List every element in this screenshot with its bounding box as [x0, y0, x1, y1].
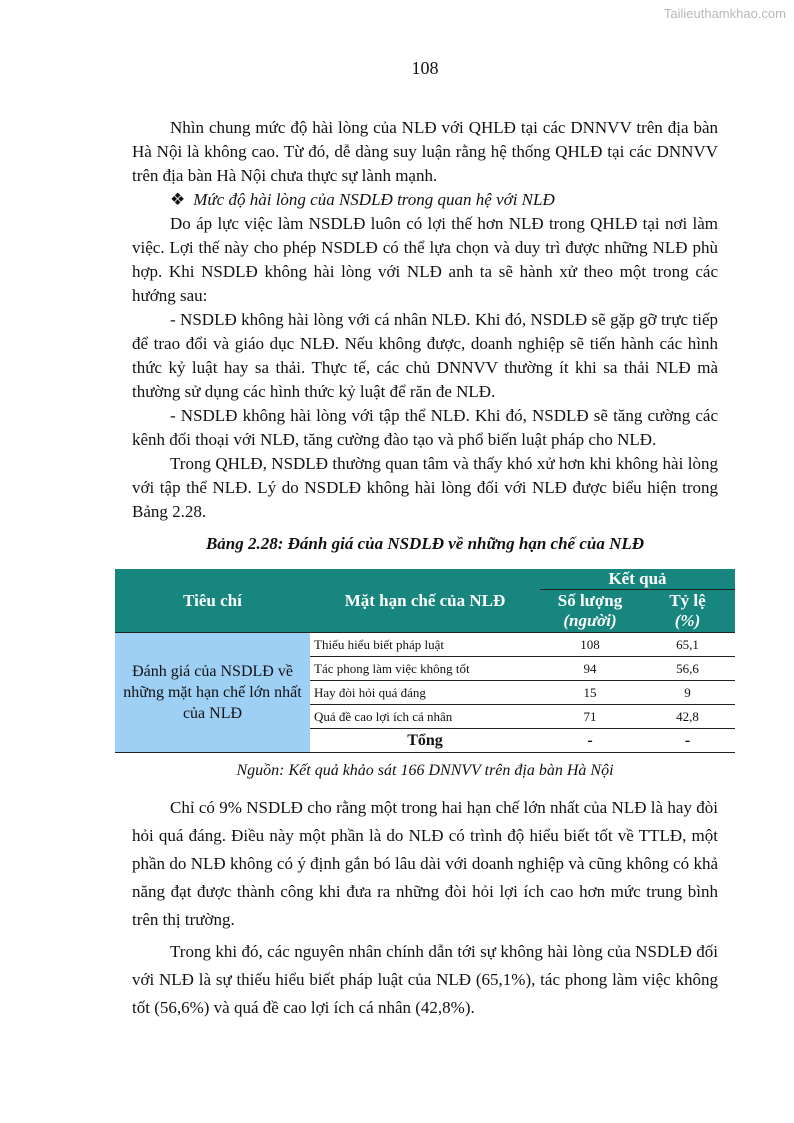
row-count: 15 — [540, 681, 640, 705]
row-count: 108 — [540, 633, 640, 657]
dash-item-1: - NSDLĐ không hài lòng với cá nhân NLĐ. Khi đó, NSDLĐ sẽ gặp gỡ trực tiếp để trao đổi và giáo dục NLĐ. Nếu không được, doanh nghiệp sẽ tiến hành các hình thức kỷ luật hay sa thải. Thực tế, các chủ DNNVV thường ít khi sa thải NLĐ mà thường sử dụng các hình thức kỷ luật để răn đe NLĐ. — [132, 310, 718, 401]
row-rate: 56,6 — [640, 657, 735, 681]
diamond-bullet-icon: ❖ — [170, 190, 186, 209]
page-number: 108 — [411, 58, 439, 78]
total-rate: - — [640, 729, 735, 753]
row-count: 71 — [540, 705, 640, 729]
row-rate: 9 — [640, 681, 735, 705]
paragraph-1: Nhìn chung mức độ hài lòng của NLĐ với QHLĐ tại các DNNVV trên địa bàn Hà Nội là không cao. Từ đó, dễ dàng suy luận rằng hệ thống QHLĐ tại các DNNVV trên địa bàn Hà Nội chưa thực sự lành mạnh. — [132, 118, 718, 185]
body-text-bottom — [132, 794, 718, 1026]
row-count: 94 — [540, 657, 640, 681]
header-rate-label: Tỷ lệ — [669, 591, 706, 610]
row-item: Quá đề cao lợi ích cá nhân — [310, 705, 540, 729]
group-label: Đánh giá của NSDLĐ về những mặt hạn chế lớn nhất của NLĐ — [115, 633, 310, 753]
header-limit: Mặt hạn chế của NLĐ — [310, 569, 540, 633]
header-count — [540, 590, 640, 633]
paragraph-3: Trong QHLĐ, NSDLĐ thường quan tâm và thấy khó xử hơn khi không hài lòng với tập thể NLĐ. Lý do NSDLĐ không hài lòng đối với NLĐ được biểu hiện trong Bảng 2.28. — [132, 454, 718, 521]
header-rate — [640, 590, 735, 633]
header-rate-unit: (%) — [674, 611, 701, 630]
section-heading — [132, 188, 718, 212]
row-item: Tác phong làm việc không tốt — [310, 657, 540, 681]
table-caption: Bảng 2.28: Đánh giá của NSDLĐ về những hạn chế của NLĐ — [205, 534, 645, 553]
section-heading-text: Mức độ hài lòng của NSDLĐ trong quan hệ với NLĐ — [193, 190, 555, 209]
dash-item-2: - NSDLĐ không hài lòng với tập thể NLĐ. Khi đó, NSDLĐ sẽ tăng cường các kênh đối thoại với NLĐ, tăng cường đào tạo và phổ biến luật pháp cho NLĐ. — [132, 406, 718, 449]
row-item: Thiếu hiểu biết pháp luật — [310, 633, 540, 657]
header-criteria: Tiêu chí — [115, 569, 310, 633]
table-header-row-1 — [115, 569, 735, 590]
paragraph-4: Chỉ có 9% NSDLĐ cho rằng một trong hai hạn chế lớn nhất của NLĐ là hay đòi hỏi quá đáng. Điều này một phần là do NLĐ có trình độ hiểu biết tốt về TTLĐ, một phần do NLĐ không có ý định gắn bó lâu dài với doanh nghiệp và cũng không có khả năng đạt được thành công khi đưa ra những đòi hỏi lợi ích cao hơn mức trung bình trên thị trường. — [132, 798, 718, 929]
row-rate: 42,8 — [640, 705, 735, 729]
paragraph-5: Trong khi đó, các nguyên nhân chính dẫn tới sự không hài lòng của NSDLĐ đối với NLĐ là sự thiếu hiểu biết pháp luật của NLĐ (65,1%), tác phong làm việc không tốt (56,6%) và quá đề cao lợi ích cá nhân (42,8%). — [132, 942, 718, 1017]
results-table — [115, 569, 735, 753]
paragraph-2: Do áp lực việc làm NSDLĐ luôn có lợi thế hơn NLĐ trong QHLĐ tại nơi làm việc. Lợi thế này cho phép NSDLĐ có thể lựa chọn và duy trì được những NLĐ phù hợp. Khi NSDLĐ không hài lòng với NLĐ anh ta sẽ hành xử theo một trong các hướng sau: — [132, 214, 718, 305]
row-item: Hay đòi hỏi quá đáng — [310, 681, 540, 705]
table-source: Nguồn: Kết quả khảo sát 166 DNNVV trên địa bàn Hà Nội — [236, 762, 614, 779]
watermark: Tailieuthamkhao.com — [663, 6, 786, 21]
header-count-label: Số lượng — [557, 591, 623, 610]
table-row — [115, 633, 735, 657]
row-rate: 65,1 — [640, 633, 735, 657]
total-label: Tổng — [310, 729, 540, 753]
total-count: - — [540, 729, 640, 753]
header-result: Kết quả — [540, 569, 735, 590]
body-text-top — [132, 116, 718, 568]
header-count-unit: (người) — [563, 611, 617, 630]
